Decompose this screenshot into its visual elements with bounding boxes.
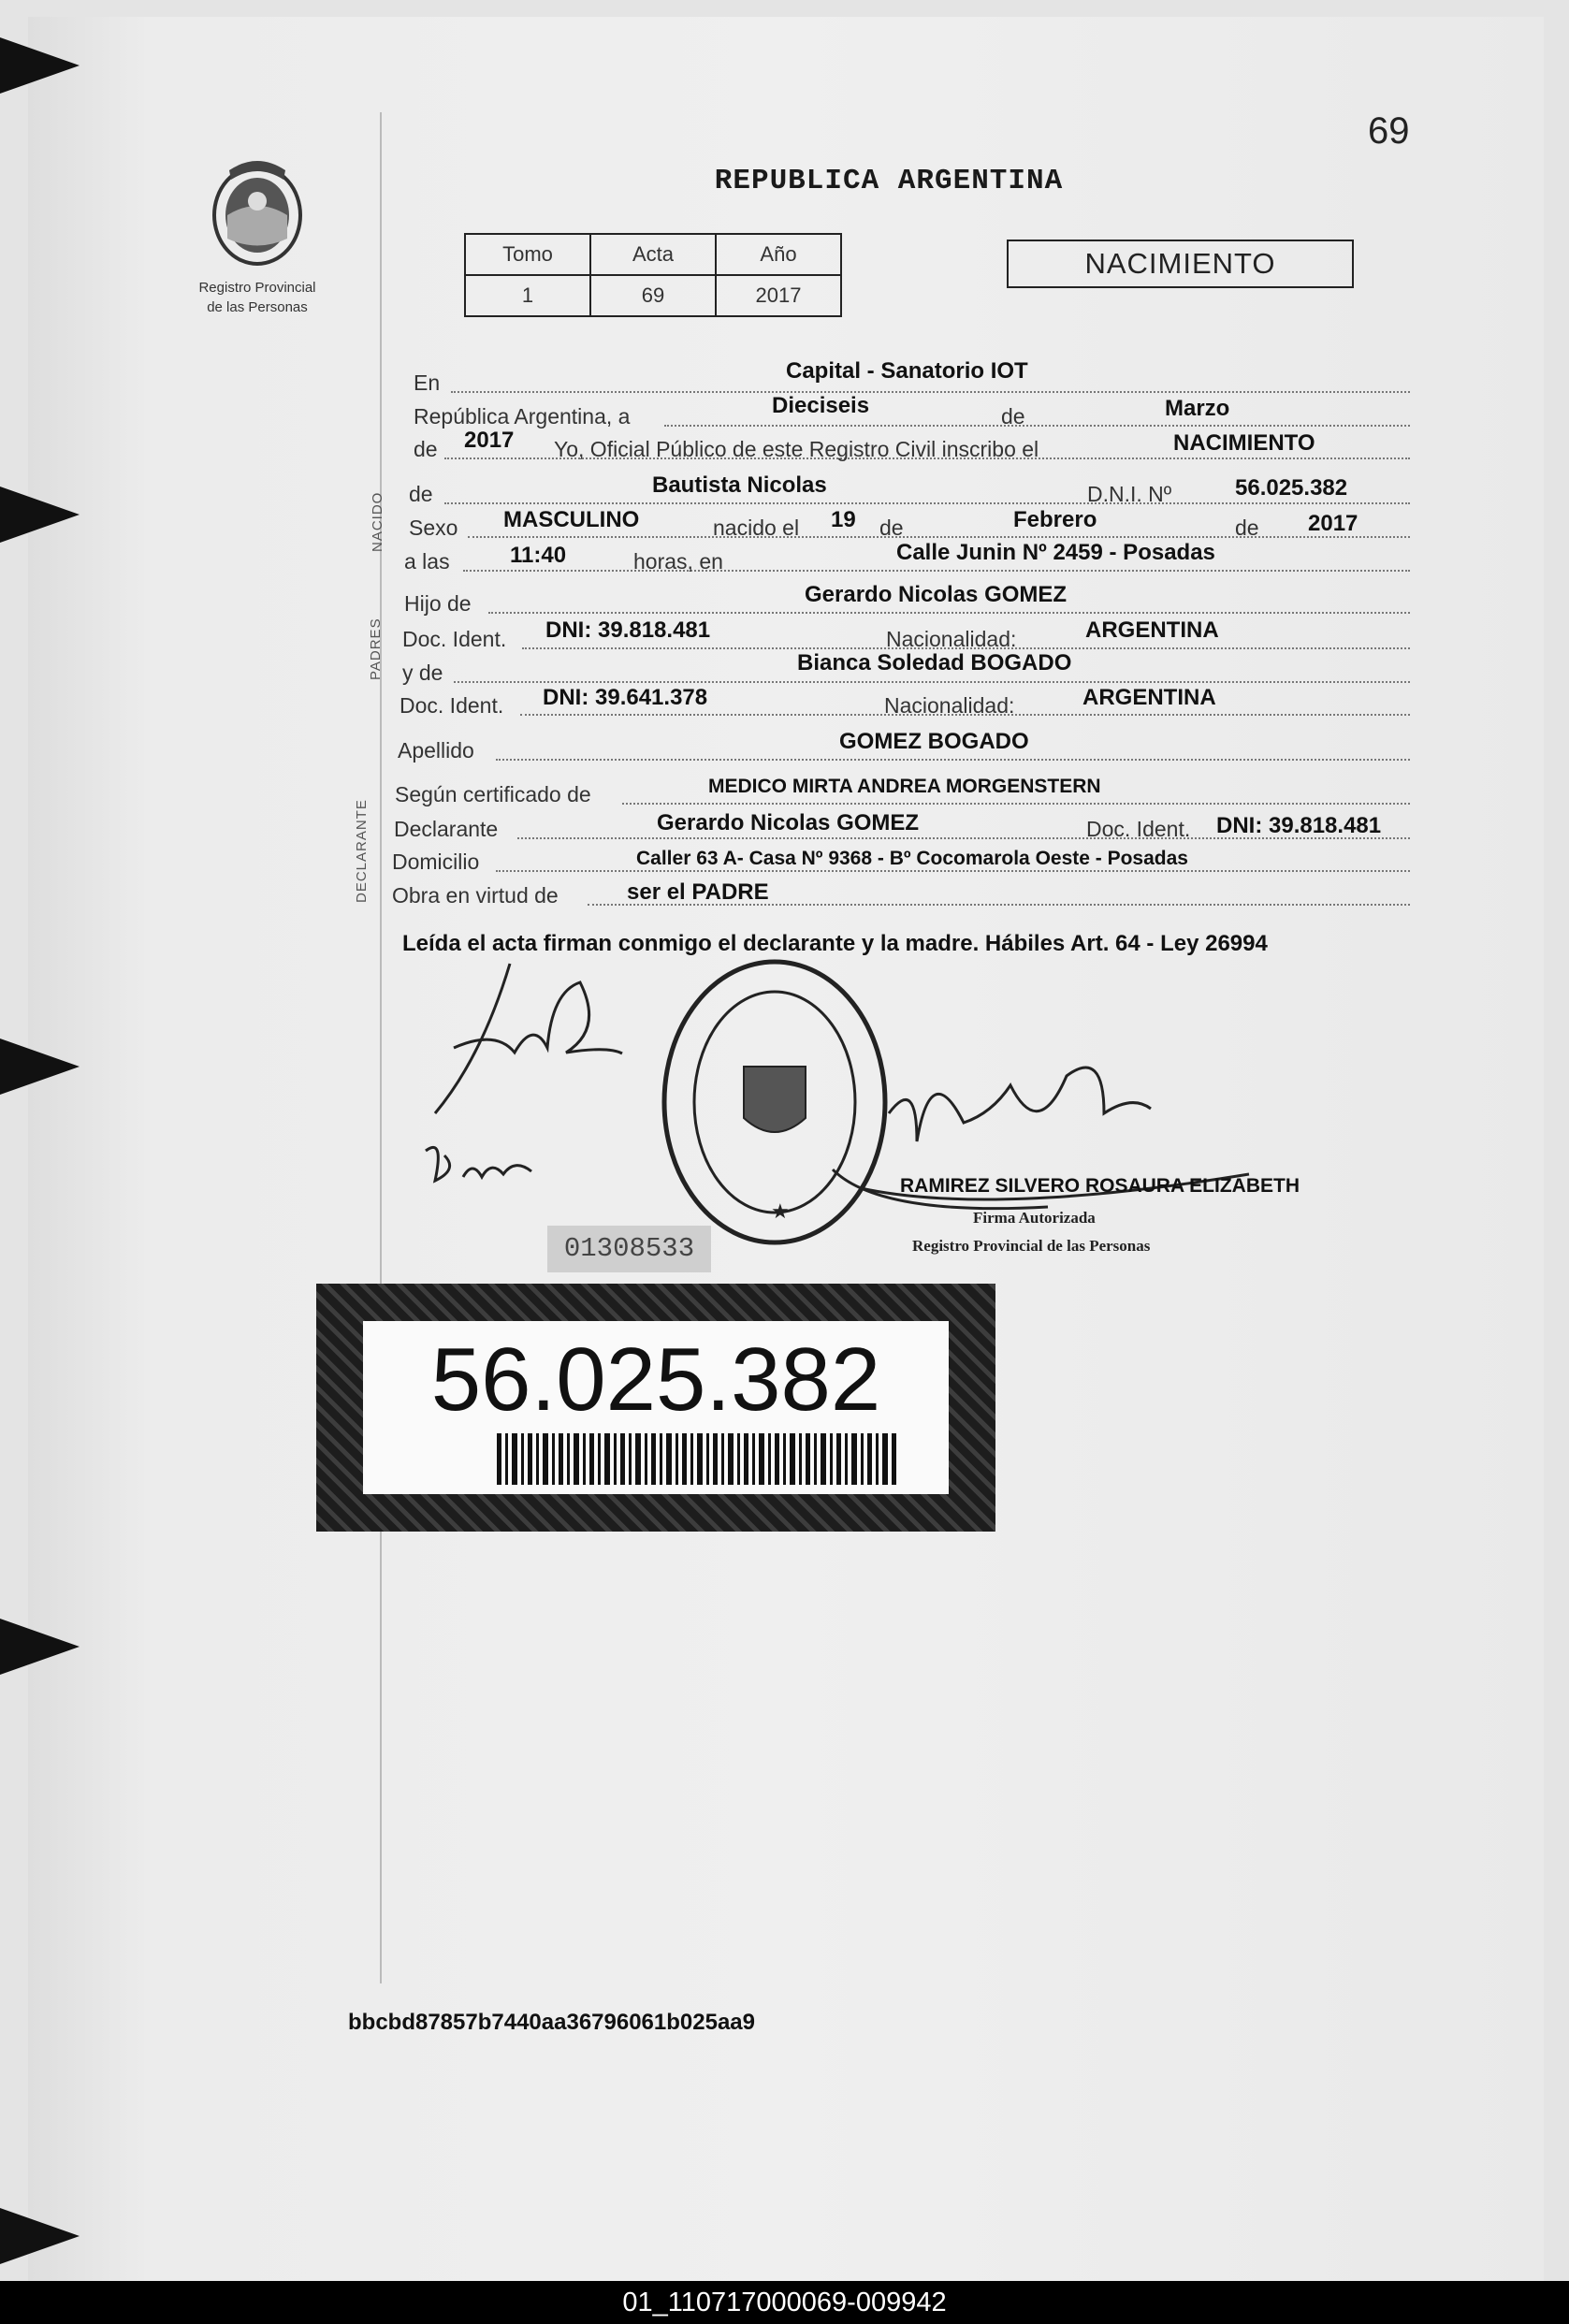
dotted-line [468,536,1410,538]
certificate-value: MEDICO MIRTA ANDREA MORGENSTERN [708,776,1101,797]
dotted-line [444,502,1410,504]
record-type: NACIMIENTO [1007,240,1354,288]
anio-value: 2017 [716,275,841,316]
margin-line [380,112,382,1983]
document-hash: bbcbd87857b7440aa36796061b025aa9 [348,2010,755,2035]
child-dni-value: 56.025.382 [1235,475,1348,501]
father-name-value: Gerardo Nicolas GOMEZ [805,582,1068,607]
official-seal [664,962,885,1242]
y-de-label: y de [402,661,443,685]
horas-en-label: horas, en [633,549,723,574]
de-month-label: de [879,516,904,540]
de-year-label: de [414,437,438,461]
mother-nationality-value: ARGENTINA [1082,685,1216,710]
sex-value: MASCULINO [503,507,640,532]
dotted-line [496,870,1410,872]
republica-label: República Argentina, a [414,404,631,428]
logo-caption-1: Registro Provincial [198,280,316,296]
barcode-label [316,1284,995,1532]
nacido-side-label: NACIDO [370,491,385,552]
sexo-label: Sexo [409,516,458,540]
acta-label: Acta [590,234,716,275]
nacionalidad-label: Nacionalidad: [886,627,1017,651]
logo-caption-2: de las Personas [207,299,308,315]
padres-side-label: PADRES [368,617,384,680]
registry-label: Registro Provincial de las Personas [912,1237,1151,1255]
barcode [497,1433,899,1485]
punch-mark [0,37,80,94]
month-value: Marzo [1165,396,1230,421]
signatures [393,936,1272,1272]
dotted-line [451,391,1410,393]
a-las-label: a las [404,549,450,574]
father-nationality-value: ARGENTINA [1085,617,1219,643]
de-name-label: de [409,482,433,506]
birth-month-value: Febrero [1013,507,1097,532]
mother-signature [426,1147,531,1181]
oficial-label: Yo, Oficial Público de este Registro Civil inscribo el [554,437,1039,461]
birth-day-value: 19 [831,507,856,532]
de-year2-label: de [1235,516,1259,540]
province-logo [192,150,323,315]
punch-mark [0,1039,80,1095]
year-value: 2017 [464,428,515,453]
official-name: RAMIREZ SILVERO ROSAURA ELIZABETH [900,1175,1300,1197]
act-value: NACIMIENTO [1173,430,1315,456]
place-value: Capital - Sanatorio IOT [786,358,1028,384]
dotted-line [488,612,1410,614]
declarant-doc-value: DNI: 39.818.481 [1216,813,1382,838]
en-label: En [414,370,441,395]
surname-value: GOMEZ BOGADO [839,729,1029,754]
mother-name-value: Bianca Soledad BOGADO [797,650,1072,675]
authorized-signature-label: Firma Autorizada [973,1209,1096,1227]
tomo-label: Tomo [465,234,590,275]
barcode-panel [363,1321,949,1494]
address-value: Caller 63 A- Casa Nº 9368 - Bº Cocomarola Oeste - Posadas [636,848,1188,869]
declarant-signature [435,964,622,1113]
father-doc-value: DNI: 39.818.481 [545,617,711,643]
page-number: 69 [1368,110,1410,152]
mother-doc-value: DNI: 39.641.378 [543,685,708,710]
segun-label: Según certificado de [395,782,591,806]
barcode-number: 56.025.382 [430,1329,881,1430]
dni-label: D.N.I. Nº [1087,482,1172,506]
nacionalidad-label: Nacionalidad: [884,693,1015,718]
birth-place-value: Calle Junin Nº 2459 - Posadas [896,540,1215,565]
punch-mark [0,2208,80,2264]
doc-ident-label: Doc. Ident. [1086,817,1191,841]
domicilio-label: Domicilio [392,850,480,874]
hour-value: 11:40 [510,543,567,568]
nacido-el-label: nacido el [713,516,800,540]
dotted-line [463,570,1410,572]
document-title: REPUBLICA ARGENTINA [714,165,1064,197]
coat-of-arms-icon [201,150,313,271]
svg-text:★: ★ [771,1199,790,1223]
doc-ident-label: Doc. Ident. [402,627,507,651]
serial-number: 01308533 [547,1226,711,1272]
closing-note: Leída el acta firman conmigo el declarante y la madre. Hábiles Art. 64 - Ley 26994 [402,931,1268,956]
birth-year-value: 2017 [1308,511,1358,536]
registry-table [464,233,842,317]
doc-ident-label: Doc. Ident. [400,693,504,718]
obra-label: Obra en virtud de [392,883,559,908]
declarante-side-label: DECLARANTE [354,799,370,903]
child-name-value: Bautista Nicolas [652,472,827,498]
tomo-value: 1 [465,275,590,316]
dotted-line [454,681,1410,683]
apellido-label: Apellido [398,738,474,763]
de-label: de [1001,404,1025,428]
day-value: Dieciseis [772,393,870,418]
punch-mark [0,487,80,543]
dotted-line [622,803,1410,805]
dotted-line [664,425,1410,427]
footer-identifier: 01_110717000069-009942 [0,2281,1569,2324]
dotted-line [496,759,1410,761]
acta-value: 69 [590,275,716,316]
basis-value: ser el PADRE [627,879,769,905]
punch-mark [0,1619,80,1675]
declarant-name-value: Gerardo Nicolas GOMEZ [657,810,920,835]
declarante-label: Declarante [394,817,499,841]
hijo-de-label: Hijo de [404,591,472,616]
anio-label: Año [716,234,841,275]
